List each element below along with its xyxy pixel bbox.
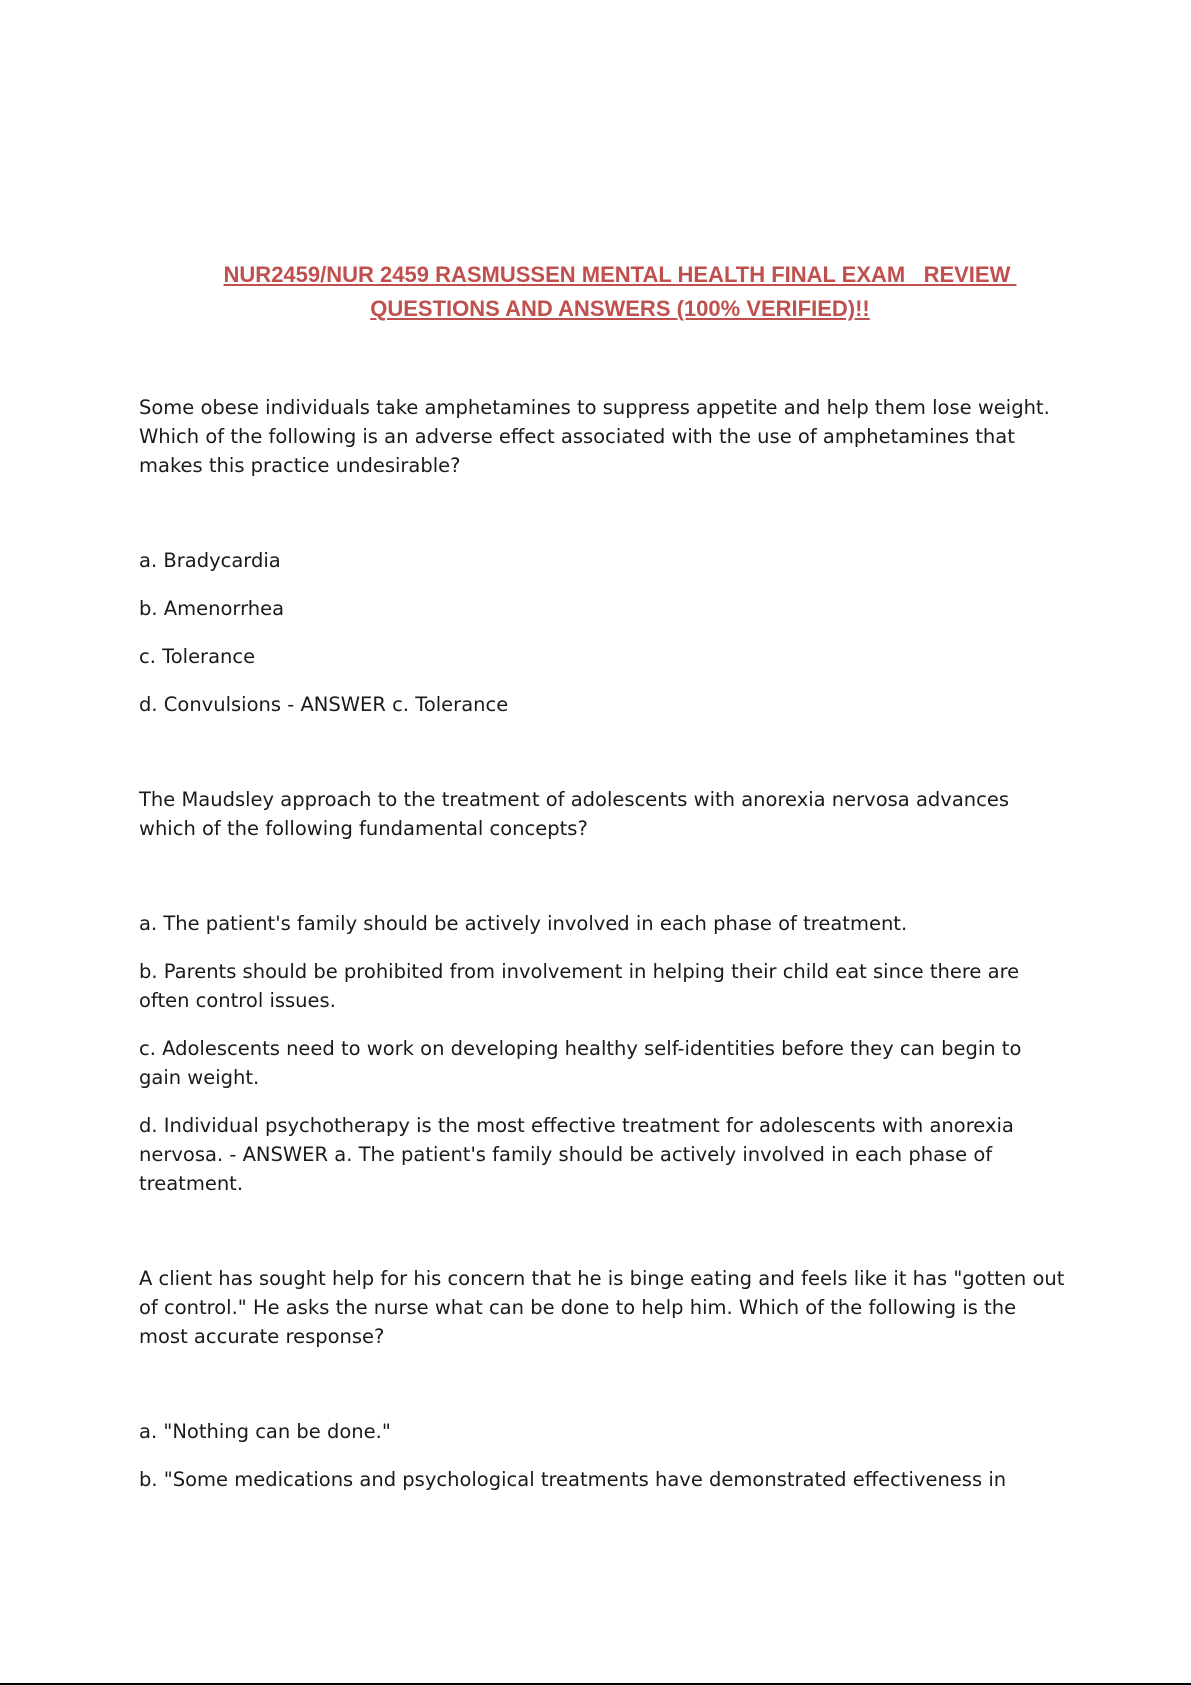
document-body: [139, 393, 1069, 1513]
title-line-1: NUR2459/NUR 2459 RASMUSSEN MENTAL HEALTH FINAL EXAM REVIEW: [223, 262, 1017, 287]
question-1-option-c: c. Tolerance: [139, 645, 256, 668]
question-1-stem: Some obese individuals take amphetamines to suppress appetite and help them lose weight. Which of the following is an adverse effect associated with the use of amphetamines that makes this practice undesirable?: [139, 396, 1050, 477]
question-1-option-d-answer: d. Convulsions - ANSWER c. Tolerance: [139, 693, 509, 716]
document-title: [100, 258, 1140, 326]
question-1-option-b: b. Amenorrhea: [139, 597, 285, 620]
question-2-stem: The Maudsley approach to the treatment of adolescents with anorexia nervosa advances which of the following fundamental concepts?: [139, 788, 1010, 840]
question-2-option-d-answer: d. Individual psychotherapy is the most effective treatment for adolescents with anorexia nervosa. - ANSWER a. The patient's family should be actively involved in each phase of treatment.: [139, 1114, 1014, 1195]
title-line-2: QUESTIONS AND ANSWERS (100% VERIFIED)!!: [370, 296, 870, 321]
question-2-option-c: c. Adolescents need to work on developing healthy self-identities before they can begin to gain weight.: [139, 1037, 1022, 1089]
question-2-option-a: a. The patient's family should be actively involved in each phase of treatment.: [139, 912, 908, 935]
question-3-option-a: a. "Nothing can be done.": [139, 1420, 391, 1443]
question-3-stem: A client has sought help for his concern that he is binge eating and feels like it has "gotten out of control." He asks the nurse what can be done to help him. Which of the following is the most accurate response?: [139, 1267, 1065, 1348]
question-3-option-b: b. "Some medications and psychological treatments have demonstrated effectiveness in: [139, 1468, 1007, 1491]
question-2-option-b: b. Parents should be prohibited from involvement in helping their child eat since there are often control issues.: [139, 960, 1020, 1012]
question-1-option-a: a. Bradycardia: [139, 549, 281, 572]
